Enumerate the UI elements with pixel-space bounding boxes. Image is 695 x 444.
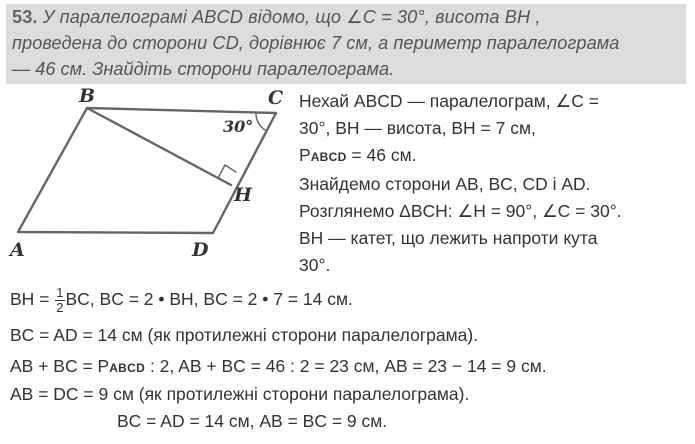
problem-line-3: — 46 см. Знайдіть сторони паралелограма. bbox=[12, 59, 395, 79]
calc-row-4: AB = DC = 9 см (як протилежні сторони паралелограма). bbox=[10, 384, 470, 404]
problem-number: 53. bbox=[12, 7, 38, 27]
problem-text-1: У паралелограмі ABCD відомо, що ∠C = 30°, висота BH , bbox=[42, 7, 541, 27]
calc-perimeter-subscript: ABCD bbox=[109, 361, 146, 375]
calc-row-1 bbox=[10, 286, 353, 315]
right-angle-mark bbox=[218, 165, 236, 178]
solution-line-7: 30°. bbox=[299, 255, 331, 275]
parallelogram-figure bbox=[0, 0, 300, 270]
calc-row-2: BC = AD = 14 см (як протилежні сторони паралелограма). bbox=[10, 325, 479, 345]
solution-line-4: Знайдемо сторони AB, BC, CD і AD. bbox=[299, 174, 591, 194]
calc-bc: BC, BC = 2 • BH, BC = 2 • 7 = 14 см. bbox=[65, 289, 353, 310]
solution-line-3 bbox=[299, 142, 622, 171]
perimeter-value: = 46 см. bbox=[346, 145, 417, 165]
fraction-one-half bbox=[55, 286, 64, 315]
solution-line-5: Розглянемо ΔBCH: ∠H = 90°, ∠C = 30°. bbox=[299, 201, 622, 221]
solution-line-2: 30°, BH — висота, BH = 7 см, bbox=[299, 118, 536, 138]
fraction-denominator: 2 bbox=[56, 300, 64, 315]
calc-row-3 bbox=[10, 356, 547, 377]
calc-row-5: BC = AD = 14 см, AB = BC = 9 см. bbox=[117, 411, 388, 431]
height-bh bbox=[87, 108, 231, 185]
calc-bh: BH = bbox=[10, 289, 55, 310]
solution-line-1: Нехай ABCD — паралелограм, ∠C = bbox=[299, 91, 599, 111]
calc-ab-bc: AB + BC = P bbox=[10, 356, 110, 376]
solution-line-6: BH — катет, що лежить напроти кута bbox=[299, 228, 598, 248]
label-d: D bbox=[192, 239, 209, 261]
label-b: B bbox=[79, 85, 96, 107]
fraction-numerator: 1 bbox=[56, 285, 64, 300]
calc-ab-value: : 2, AB + BC = 46 : 2 = 23 см, AB = 23 − 14 = 9 см. bbox=[145, 356, 547, 376]
label-h: H bbox=[234, 184, 252, 206]
perimeter-subscript: ABCD bbox=[310, 150, 347, 164]
label-a: A bbox=[10, 239, 25, 261]
perimeter-p: P bbox=[299, 145, 311, 165]
angle-label-30: 30° bbox=[223, 117, 254, 136]
problem-line-2: проведена до сторони CD, дорівнює 7 см, а периметр паралелограма bbox=[12, 33, 620, 53]
angle-arc-c bbox=[256, 113, 265, 131]
solution-text bbox=[299, 88, 622, 279]
label-c: C bbox=[268, 87, 284, 109]
